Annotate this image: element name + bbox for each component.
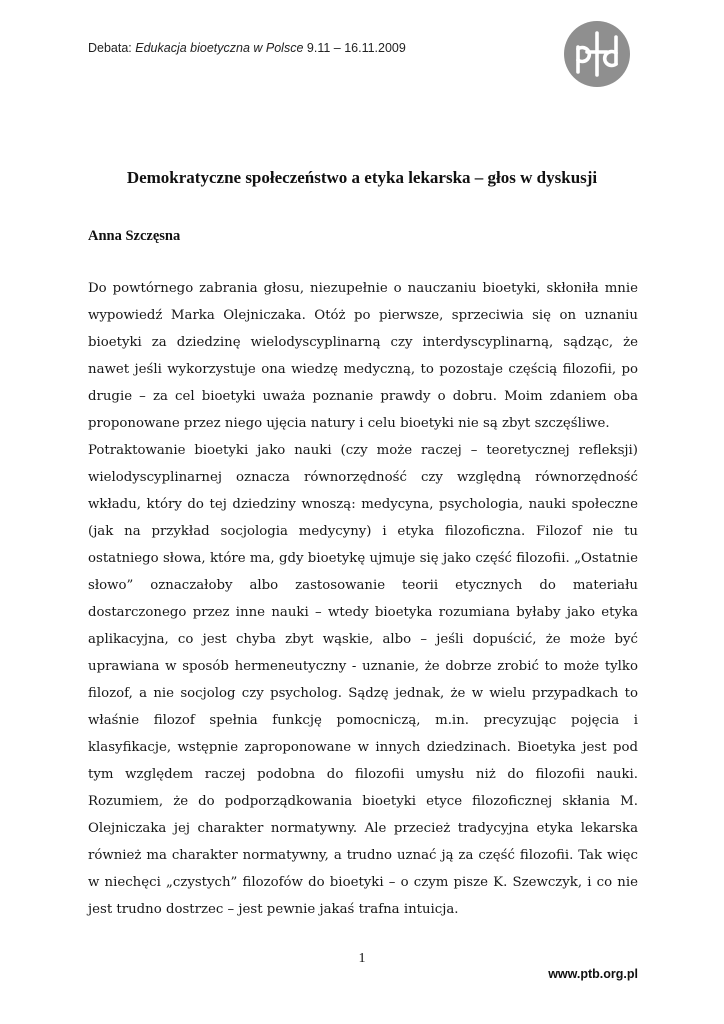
paragraph: Do powtórnego zabrania głosu, niezupełnie o nauczaniu bioetyki, skłoniła mnie wypowiedź Marka Olejniczaka. Otóż po pierwsze, sprzeciwia się on uznaniu bioetyki za dziedzinę wielodyscyplinarną czy interdyscyplinarną, sądząc, że nawet jeśli wykorzystuje ona wiedzę medyczną, to pozostaje częścią filozofii, po drugie – za cel bioetyki uważa poznanie prawdy o dobru. Moim zdaniem oba proponowane przez niego ujęcia natury i celu bioetyki nie są zbyt szczęśliwe. xyxy=(88,281,638,431)
header-debate-title: Edukacja bioetyczna w Polsce xyxy=(135,41,304,55)
paragraph: Potraktowanie bioetyki jako nauki (czy może raczej – teoretycznej refleksji) wielodyscyplinarnej oznacza równorzędność czy względną równorzędność wkładu, który do tej dziedziny wnoszą: medycyna, psychologia, nauki społeczne (jak na przykład socjologia medycyny) i etyka filozoficzna. Filozof nie tu ostatniego słowa, które ma, gdy bioetykę ujmuje się jako część filozofii. „Ostatnie słowo” oznaczałoby albo zastosowanie teorii etycznych do materiału dostarczonego przez inne nauki – wtedy bioetyka rozumiana byłaby jako etyka aplikacyjna, co jest chyba zbyt wąskie, albo – jeśli dopuścić, że może być uprawiana w sposób hermeneutyczny - uznanie, że dobrze zrobić to może tylko filozof, a nie socjolog czy psycholog. Sądzę jednak, że w wielu przypadkach to właśnie filozof spełnia funkcję pomocniczą, m.in. precyzując pojęcia i klasyfikacje, wstępnie zaproponowane w innych dziedzinach. Bioetyka jest pod tym względem raczej podobna do filozofii umysłu niż do filozofii nauki. Rozumiem, że do podporządkowania bioetyki etyce filozoficznej skłania M. Olejniczaka jej charakter normatywny. Ale przecież tradycyjna etyka lekarska również ma charakter normatywny, a trudno uznać ją za część filozofii. Tak więc w niechęci „czystych” filozofów do bioetyki – o czym pisze K. Szewczyk, i co nie jest trudno dostrzec – jest pewnie jakaś trafna intuicja. xyxy=(88,443,638,917)
header-dates: 9.11 – 16.11.2009 xyxy=(303,41,406,55)
footer-url: www.ptb.org.pl xyxy=(548,967,638,981)
header-prefix: Debata: xyxy=(88,41,136,55)
ptb-logo-icon xyxy=(563,20,631,88)
document-title: Demokratyczne społeczeństwo a etyka lekarska – głos w dyskusji xyxy=(126,168,598,187)
document-body xyxy=(88,275,638,923)
author-name: Anna Szczęsna xyxy=(88,228,181,244)
page-header xyxy=(88,41,406,55)
page-number: 1 xyxy=(358,951,366,966)
